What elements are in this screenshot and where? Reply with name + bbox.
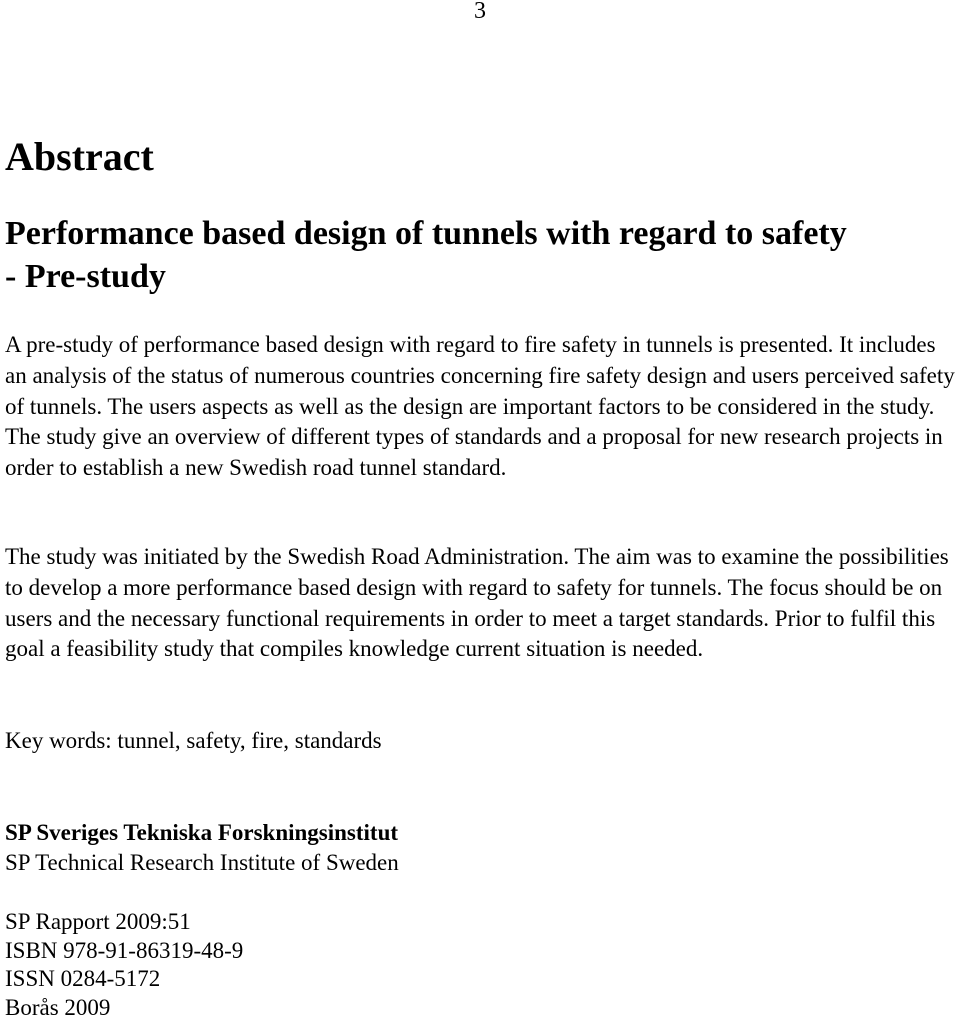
institute-name-swedish: SP Sveriges Tekniska Forskningsinstitut: [5, 820, 399, 845]
keywords: Key words: tunnel, safety, fire, standards: [5, 728, 382, 753]
abstract-heading: Abstract: [5, 134, 154, 179]
abstract-paragraph-2: The study was initiated by the Swedish Road Administration. The aim was to examine the possibilities to develop a more performance based design with regard to safety for tunnels. The focus should be on users and the necessary functional requirements in order to meet a target standards. Prior to fulfil this goal a feasibility study that compiles knowledge current situation is needed.: [5, 544, 949, 662]
document-title: [5, 212, 960, 298]
report-info-block: [5, 908, 243, 1022]
institute-name-english: SP Technical Research Institute of Sweden: [5, 850, 399, 875]
issn: ISSN 0284-5172: [5, 966, 161, 991]
title-line-2: - Pre-study: [5, 258, 166, 295]
title-line-1: Performance based design of tunnels with regard to safety: [5, 215, 847, 252]
institute-block: [5, 818, 399, 878]
report-number: SP Rapport 2009:51: [5, 909, 191, 934]
abstract-paragraph-1: A pre-study of performance based design with regard to fire safety in tunnels is presented. It includes an analysis of the status of numerous countries concerning fire safety design and users perceived safety of tunnels. The users aspects as well as the design are important factors to be considered in the study. The study give an overview of different types of standards and a proposal for new research projects in order to establish a new Swedish road tunnel standard.: [5, 332, 955, 481]
isbn: ISBN 978-91-86319-48-9: [5, 937, 244, 963]
place-year: Borås 2009: [5, 994, 111, 1020]
page-number: 3: [474, 0, 486, 24]
